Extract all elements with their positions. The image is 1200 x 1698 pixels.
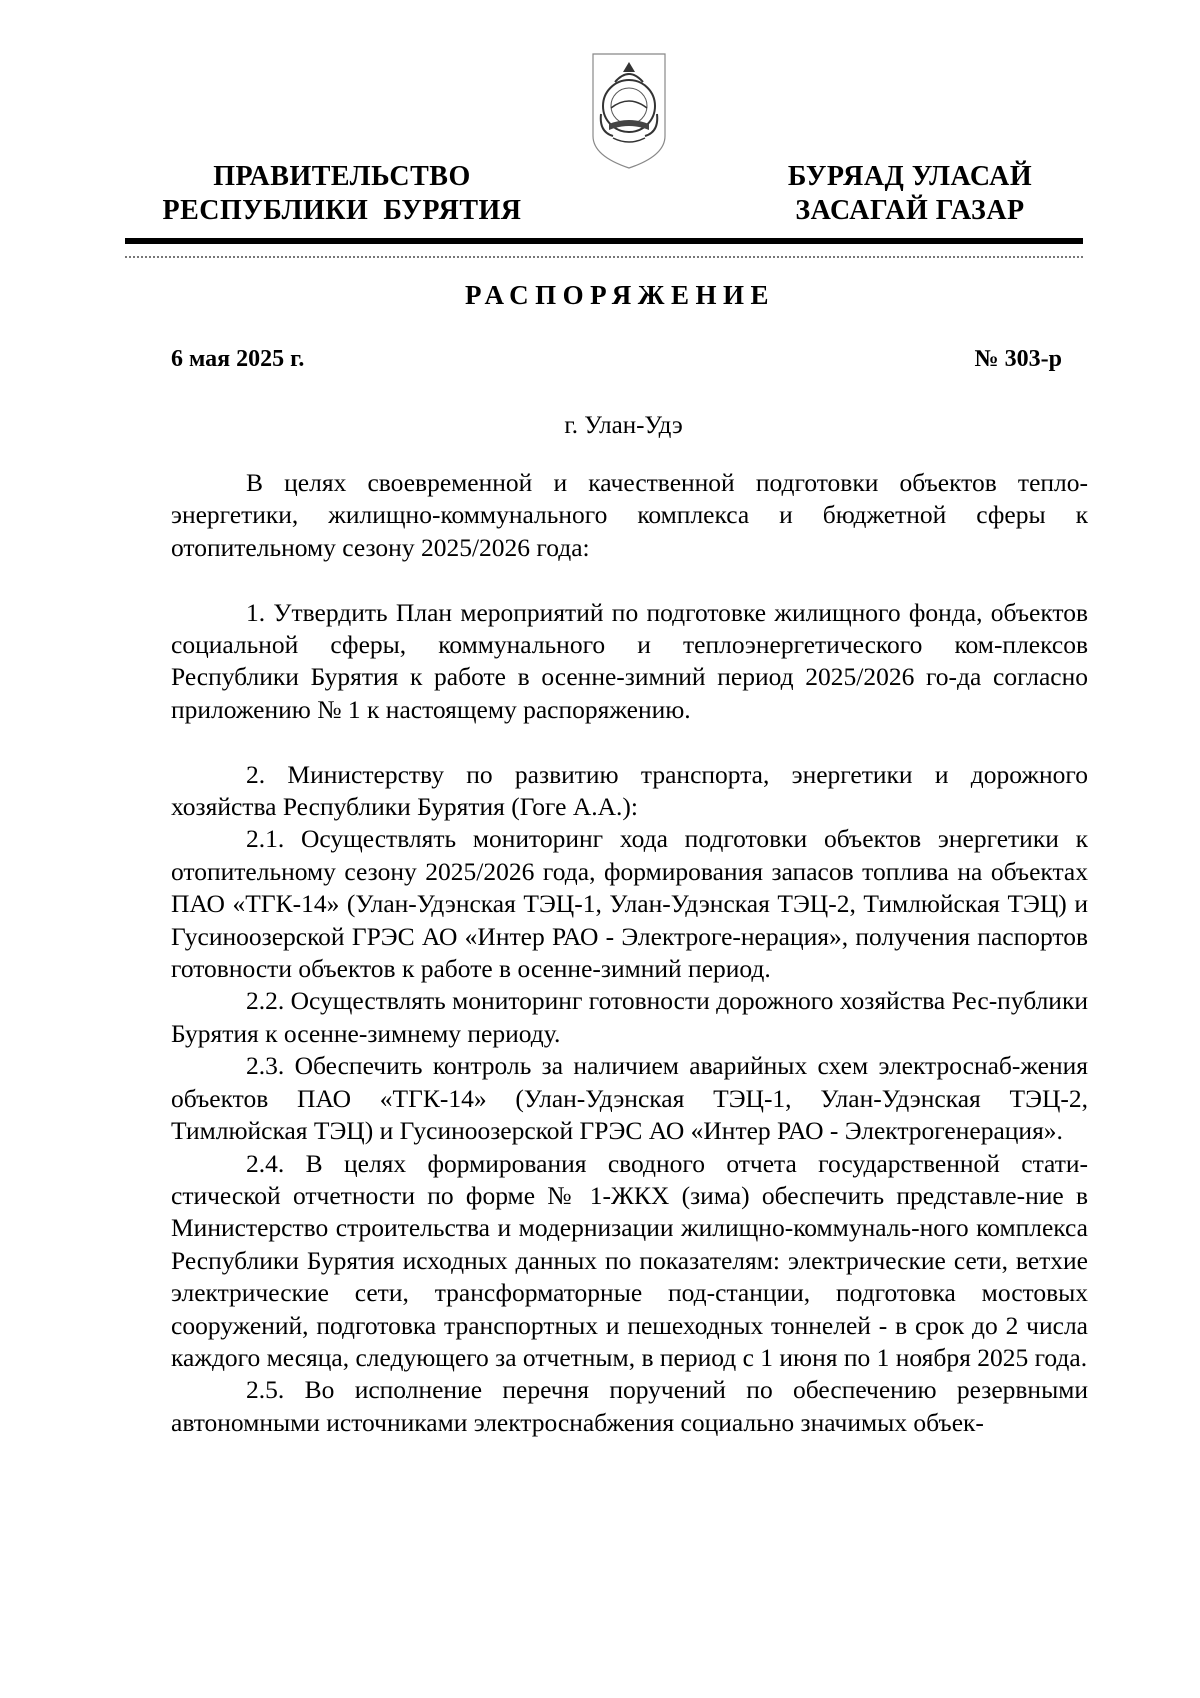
org-name-buryat	[750, 160, 1070, 228]
paragraph-item-2-5: 2.5. Во исполнение перечня поручений по обеспечению резервными автономными источниками электроснабжения социально значимых объек-	[171, 1375, 1088, 1437]
paragraph-item-1: 1. Утвердить План мероприятий по подготовке жилищного фонда, объектов социальной сферы, коммунального и теплоэнергетического ком-плексов Республики Бурятия к работе в осенне-зимний период 2025/2026 го-да согласно приложению № 1 к настоящему распоряжению.	[171, 597, 1088, 724]
paragraph-item-2-2: 2.2. Осуществлять мониторинг готовности дорожного хозяйства Рес-публики Бурятия к осенне-зимнему периоду.	[171, 986, 1088, 1048]
paragraph-preamble: В целях своевременной и качественной подготовки объектов тепло-энергетики, жилищно-коммунального комплекса и бюджетной сферы к отопительному сезону 2025/2026 года:	[171, 468, 1088, 562]
header-divider-thick	[125, 238, 1083, 244]
document-number: № 303-р	[974, 346, 1062, 372]
document-city: г. Улан-Удэ	[564, 412, 683, 439]
document-body	[171, 467, 1088, 1439]
paragraph-item-2-3: 2.3. Обеспечить контроль за наличием аварийных схем электроснаб-жения объектов ПАО «ТГК-14» (Улан-Удэнская ТЭЦ-1, Улан-Удэнская ТЭЦ-2, Тимлюйская ТЭЦ) и Гусиноозерской ГРЭС АО «Интер РАО - Электрогенерация».	[171, 1051, 1088, 1146]
org-name-buryat-line1: БУРЯАД УЛАСАЙ	[787, 161, 1033, 192]
paragraph-item-2: 2. Министерству по развитию транспорта, энергетики и дорожного хозяйства Республики Бурятия (Гоге А.А.):	[171, 759, 1088, 822]
paragraph-item-2-4: 2.4. В целях формирования сводного отчета государственной стати-стической отчетности по форме № 1-ЖКХ (зима) обеспечить представле-ние в Министерство строительства и модернизации жилищно-коммуналь-ного комплекса Республики Бурятия исходных данных по показателям: электрические сети, ветхие электрические сети, трансформаторные под-станции, подготовка мостовых сооружений, подготовка транспортных и пешеходных тоннелей - в срок до 2 числа каждого месяца, следующего за отчетным, в период с 1 июня по 1 ноября 2025 года.	[171, 1148, 1088, 1372]
document-title: РАСПОРЯЖЕНИЕ	[464, 280, 776, 310]
org-name-buryat-line2: ЗАСАГАЙ ГАЗАР	[795, 195, 1025, 226]
org-name-russian-line1: ПРАВИТЕЛЬСТВО	[213, 161, 471, 192]
org-name-russian-line2: РЕСПУБЛИКИ БУРЯТИЯ	[162, 195, 522, 226]
org-name-russian	[152, 160, 532, 228]
document-date: 6 мая 2025 г.	[171, 346, 305, 372]
paragraph-item-2-1: 2.1. Осуществлять мониторинг хода подготовки объектов энергетики к отопительному сезону 2025/2026 года, формирования запасов топлива на объектах ПАО «ТГК-14» (Улан-Удэнская ТЭЦ-1, Улан-Удэнская ТЭЦ-2, Тимлюйская ТЭЦ) и Гусиноозерской ГРЭС АО «Интер РАО - Электроге-нерация», получения паспортов готовности объектов к работе в осенне-зимний период.	[171, 824, 1088, 984]
coat-of-arms-emblem	[589, 52, 669, 172]
coat-of-arms-buryatia-icon	[589, 52, 669, 172]
header-divider-thin	[125, 256, 1083, 258]
